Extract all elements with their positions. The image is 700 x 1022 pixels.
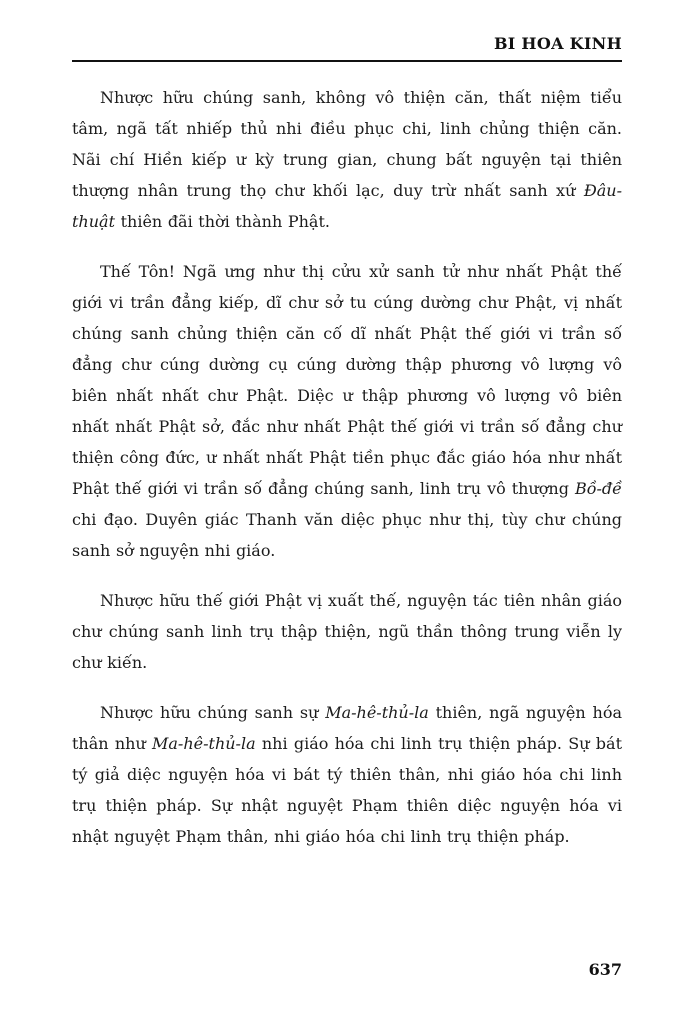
- italic-term: Đâu-thuật: [72, 181, 622, 231]
- text-run: thiên đãi thời thành Phật.: [115, 212, 330, 231]
- running-header: [72, 32, 622, 64]
- text-run: chi đạo. Duyên giác Thanh văn diệc phục như thị, tùy chư chúng sanh sở nguyện nhi giáo.: [72, 510, 622, 560]
- body-text: [72, 82, 622, 871]
- text-run: thiên, ngã nguyện hóa thân như: [72, 703, 622, 753]
- page-number: 637: [588, 960, 622, 979]
- book-title: BI HOA KINH: [493, 34, 622, 53]
- text-run: nhi giáo hóa chi linh trụ thiện pháp. Sự bát tý giả diệc nguyện hóa vi bát tý thiên thân, nhi giáo hóa chi linh trụ thiện pháp. Sự nhật nguyệt Phạm thiên diệc nguyện hóa vi nhật nguyệt Phạm thân, nhi giáo hóa chi linh trụ thiện pháp.: [72, 734, 622, 846]
- paragraph: [72, 697, 622, 852]
- text-run: Nhược hữu thế giới Phật vị xuất thế, nguyện tác tiên nhân giáo chư chúng sanh linh trụ thập thiện, ngũ thần thông trung viễn ly chư kiến.: [72, 591, 622, 672]
- italic-term: Ma-hê-thủ-la: [325, 703, 429, 722]
- header-rule: [72, 60, 622, 62]
- text-run: Thế Tôn! Ngã ưng như thị cửu xử sanh tử như nhất Phật thế giới vi trần đẳng kiếp, dĩ chư sở tu cúng dường chư Phật, vị nhất chúng sanh chủng thiện căn cố dĩ nhất Phật thế giới vi trần số đẳng chư cúng dường cụ cúng dường thập phương vô lượng vô biên nhất nhất chư Phật. Diệc ư thập phương vô lượng vô biên nhất nhất Phật sở, đắc như nhất Phật thế giới vi trần số đẳng chư thiện công đức, ư nhất nhất Phật tiền phục đắc giáo hóa như nhất Phật thế giới vi trần số đẳng chúng sanh, linh trụ vô thượng: [72, 262, 622, 498]
- paragraph: [72, 82, 622, 237]
- paragraph: [72, 585, 622, 678]
- text-run: Nhược hữu chúng sanh, không vô thiện căn, thất niệm tiểu tâm, ngã tất nhiếp thủ nhi điều phục chi, linh chủng thiện căn. Nãi chí Hiền kiếp ư kỳ trung gian, chung bất nguyện tại thiên thượng nhân trung thọ chư khối lạc, duy trừ nhất sanh xứ: [72, 88, 622, 200]
- italic-term: Ma-hê-thủ-la: [152, 734, 256, 753]
- italic-term: Bồ-đề: [574, 479, 622, 498]
- text-run: Nhược hữu chúng sanh sự: [100, 703, 326, 722]
- paragraph: [72, 256, 622, 566]
